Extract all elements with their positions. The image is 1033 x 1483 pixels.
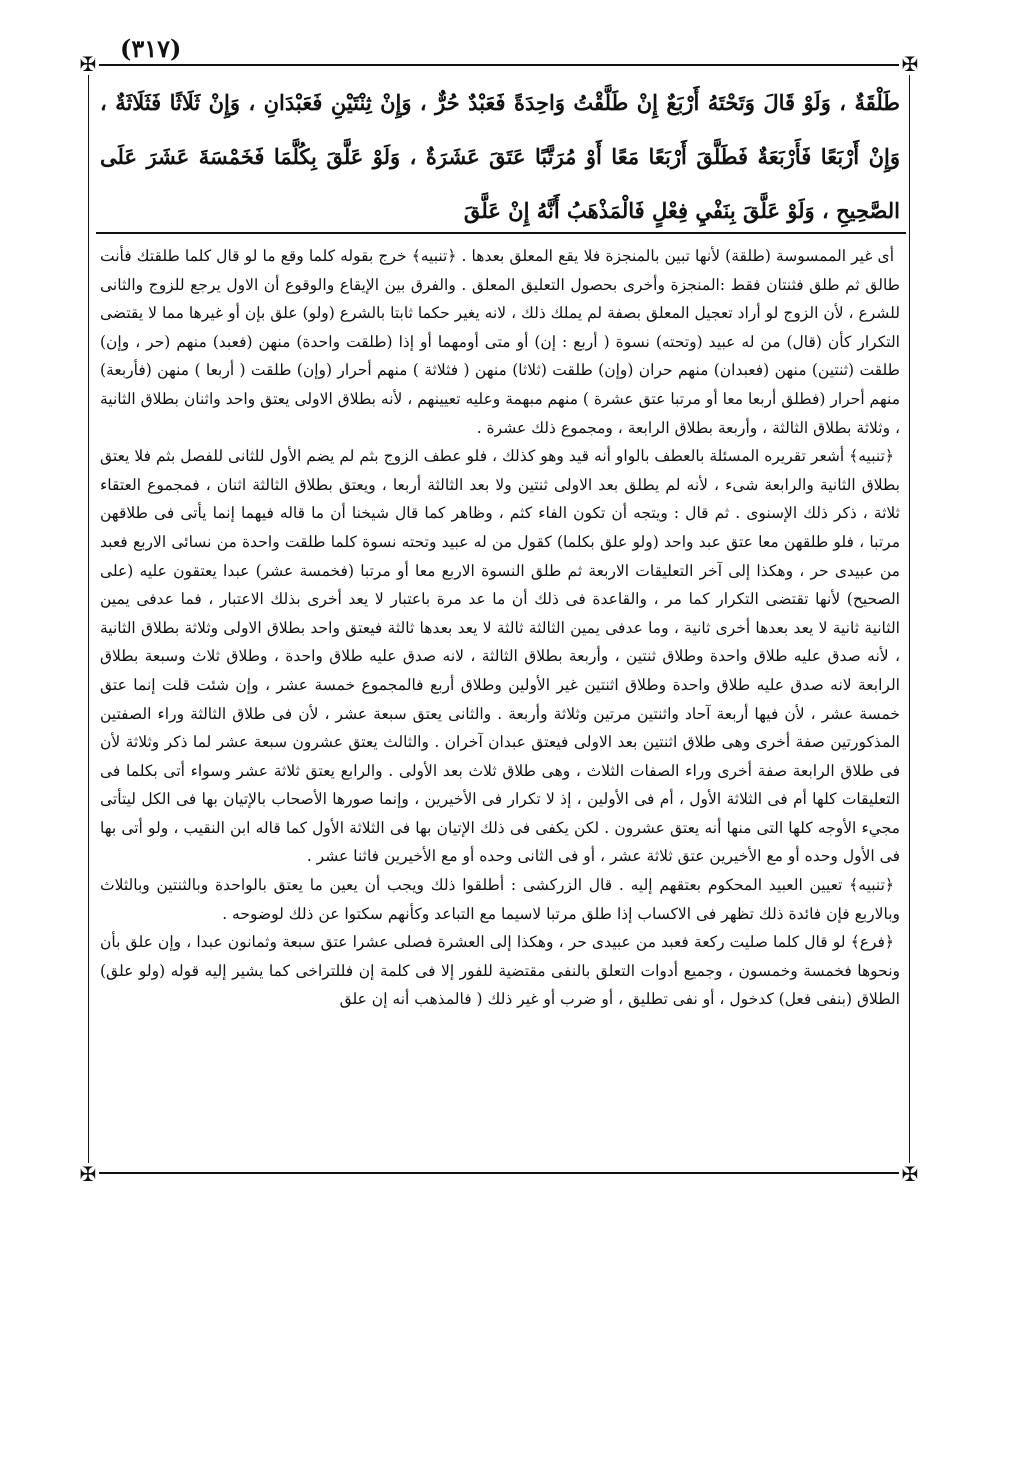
ornamental-cross-icon: ✠	[899, 53, 921, 75]
ornamental-cross-icon: ✠	[899, 1163, 921, 1185]
matn-text-block	[100, 76, 900, 238]
commentary-paragraph: ﴿تنبيه﴾ تعيين العبيد المحكوم بعتقهم إليه . قال الزركشى : أطلقوا ذلك ويجب أن يعين ما يعتق بالواحدة وبالثنتين وبالثلاث وبالاربع فإن فائدة ذلك تظهر فى الاكساب إذا طلق مرتبا لاسيما مع التباعد وكأنهم سكتوا عن ذلك لوضوحه .	[100, 876, 900, 923]
commentary-paragraph: ﴿فرع﴾ لو قال كلما صليت ركعة فعبد من عبيدى حر ، وهكذا إلى العشرة فصلى عشرا عتق سبعة وثمانون عبدا ، وإن علق بأن ونحوها فخمسة وخمسون ، وجميع أدوات التعلق بالنفى مقتضية للفور إلا فى كلمة إن فللتراخى كما يشير إليه قوله (ولو علق) الطلاق (بنفى فعل) كدخول ، أو نفى تطليق ، أو ضرب أو غير ذلك ( فالمذهب أنه إن علق	[100, 933, 900, 1009]
commentary-paragraph: أى غير الممسوسة (طلقة) لأنها تبين بالمنجزة فلا يقع المعلق بعدها . ﴿تنبيه﴾ خرج بقوله كلما وقع ما لو قال كلما طلقتك فأنت طالق ثم طلق فثنتان فقط :المنجزة وأخرى بحصول التعليق المعلق . والفرق بين الإيقاع والوقوع أن الاول يرجع للزوج والثانى للشرع ، لأن الزوج لو أراد تعجيل المعلق بصفة لم يملك ذلك ، لانه يغير حكما ثابتا بالشرع (ولو) علق بإن أو غيرها مما لا يقتضى التكرار كأن (قال) من له عبيد (وتحته) نسوة ( أربع : إن) أو متى أومهما أو إذا (طلقت واحدة) منهن (فعبد) منهم (حر ، وإن) طلقت (ثنتين) منهن (فعبدان) منهم حران (وإن) طلقت (ثلاثا) منهن ( فثلاثة ) منهم أحرار (وإن) طلقت ( أربعا ) منهن (فأربعة) منهم أحرار (فطلق أربعا معا أو مرتبا عتق عشرة ) منهم مبهمة وعليه تعيينهم ، لأنه بطلاق الاولى يعتق واحد واثنان بطلاق الثانية ، وثلاثة بطلاق الثالثة ، وأربعة بطلاق الرابعة ، ومجموع ذلك عشرة .	[100, 247, 900, 437]
page-number: (٣١٧)	[120, 34, 182, 63]
matn-paragraph: طَلْقَةٌ ، وَلَوْ قَالَ وَتَحْتَهُ أَرْبَعٌ إِنْ طَلَّقْتُ وَاحِدَةً فَعَبْدٌ حُرٌّ ، وَإِنْ ثِنْتَيْنِ فَعَبْدَانِ ، وَإِنْ ثَلَاثًا فَثَلَاثَةٌ ، وَإِنْ أَرْبَعًا فَأَرْبَعَةٌ فَطَلَّقَ أَرْبَعًا مَعًا أَوْ مُرَتَّبًا عَتَقَ عَشَرَةٌ ، وَلَوْ عَلَّقَ بِكُلَّمَا فَخَمْسَةَ عَشَرَ عَلَى الصَّحِيحِ ، وَلَوْ عَلَّقَ بِنَفْيِ فِعْلٍ فَالْمَذْهَبُ أَنَّهُ إِنْ عَلَّقَ	[100, 90, 900, 223]
ornamental-cross-icon: ✠	[77, 53, 99, 75]
section-divider	[96, 232, 906, 234]
commentary-paragraph: ﴿تنبيه﴾ أشعر تقريره المسئلة بالعطف بالواو أنه قيد وهو كذلك ، فلو عطف الزوج بثم لم يضم الأول للثانى للفصل بثم فلا يعتق بطلاق الثانية والرابعة شىء ، لأنه لم يطلق بعد الاولى ثنتين ولا بعد الثالثة أربعا ، ويعتق بطلاق الثالثة اثنان ، فمجموع العتقاء ثلاثة ، ذكر ذلك الإسنوى . ثم قال : ويتجه أن تكون الفاء كثم ، وظاهر كما قال شيخنا أن ما قاله فيهما إنما يأتى فى طلاقهن مرتبا ، فلو طلقهن معا عتق عبد واحد (ولو علق بكلما) كقول من له عبيد وتحته نسوة كلما طلقت واحدة من نسائى الاربع فعبد من عبيدى حر ، وهكذا إلى آخر التعليقات الاربعة ثم طلق النسوة الاربع معا أو مرتبا (فخمسة عشر) عبدا يعتقون عليه (على الصحيح) لأنها تقتضى التكرار كما مر ، والقاعدة فى ذلك أن ما عد مرة باعتبار لا يعد أخرى بذلك الاعتبار ، فما عدفى يمين الثانية ثانية لا يعد بعدها أخرى ثانية ، وما عدفى يمين الثالثة ثالثة لا يعد بعدها ثالثة فيعتق واحد بطلاق الاولى وثلاثة بطلاق الثانية ، لأنه صدق عليه طلاق واحدة وطلاق ثنتين ، وأربعة بطلاق الثالثة ، لانه صدق عليه طلاق واحدة ، وطلاق ثلاث وسبعة بطلاق الرابعة لانه صدق عليه طلاق واحدة وطلاق اثنتين غير الأولين وطلاق أربع فالمجموع خمسة عشر ، وإن شئت قلت إنما عتق خمسة عشر ، لأن فيها أربعة آحاد واثنتين مرتين وثلاثة وأربعة . والثانى يعتق سبعة عشر ، لأن فى طلاق الثالثة وراء الصفتين المذكورتين صفة أخرى وهى طلاق اثنتين بعد الاولى فيعتق عبدان آخران . والثالث يعتق عشرون سبعة عشر لما ذكر وثلاثة لأن فى طلاق الرابعة صفة أخرى وراء الصفات الثلاث ، وهى طلاق ثلاث بعد الأولى . والرابع يعتق ثلاثة عشر وسواء أتى بكلما فى التعليقات كلها أم فى الثلاثة الأول ، أم فى الأولين ، إذ لا تكرار فى الأخيرين ، وإنما صورها الأصحاب بالإتيان بها فى الكل ليتأتى مجيء الأوجه كلها التى منها أنه يعتق عشرون . لكن يكفى فى ذلك الإتيان بها فى الثلاثة الأول كما قاله ابن النقيب ، ولو أتى بها فى الأول وحده أو مع الأخيرين عتق ثلاثة عشر ، أو فى الثانى وحده أو مع الأخيرين فاثنا عشر .	[100, 447, 900, 866]
commentary-text-block	[100, 242, 900, 1014]
ornamental-cross-icon: ✠	[77, 1163, 99, 1185]
